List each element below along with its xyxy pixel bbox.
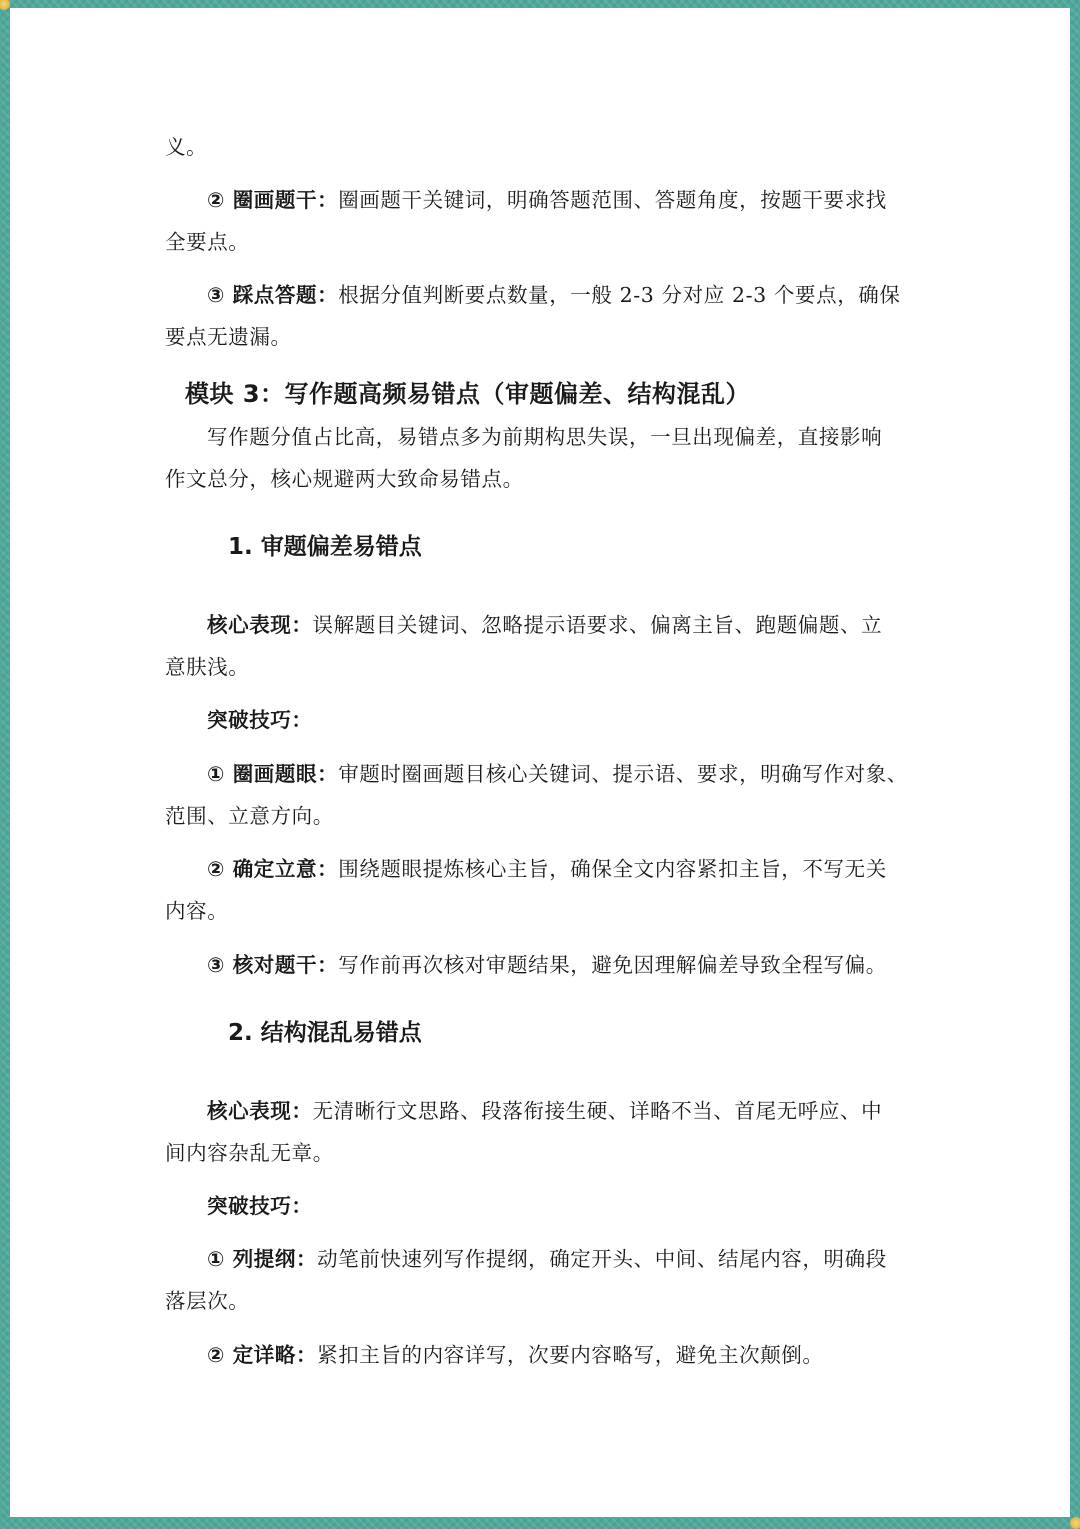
section1-core-text: 误解题目关键词、忽略提示语要求、偏离主旨、跑题偏题、立 <box>312 613 883 637</box>
step2-marker: ② 圈画题干： <box>207 188 339 212</box>
section1-core-line2: 意肤浅。 <box>165 655 250 679</box>
section1-tip2-line1 <box>165 848 925 890</box>
section1-tip1-marker: ① 圈画题眼： <box>207 762 339 786</box>
section1-tip2-marker: ② 确定立意： <box>207 857 339 881</box>
module3-intro-line2: 作文总分，核心规避两大致命易错点。 <box>165 467 524 491</box>
section2-core-label: 核心表现： <box>207 1099 313 1123</box>
section1-tip1-text: 审题时圈画题目核心关键词、提示语、要求，明确写作对象、 <box>338 762 908 786</box>
step2-line1 <box>165 179 925 221</box>
section1-heading: 1. 审题偏差易错点 <box>228 534 422 560</box>
step3-marker: ③ 踩点答题： <box>207 283 339 307</box>
section1-core-label: 核心表现： <box>207 613 313 637</box>
section1-tip2-text: 围绕题眼提炼核心主旨，确保全文内容紧扣主旨，不写无关 <box>338 857 887 881</box>
corner-ornament-bottom-right <box>1070 1517 1080 1529</box>
section2-tip1-marker: ① 列提纲： <box>207 1247 318 1271</box>
step3-line1 <box>165 274 925 316</box>
section1-tip2-line2: 内容。 <box>165 899 229 923</box>
section1-tips-label: 突破技巧： <box>207 708 313 732</box>
module3-intro-line1: 写作题分值占比高，易错点多为前期构思失误，一旦出现偏差，直接影响 <box>207 425 883 449</box>
section2-tip2-marker: ② 定详略： <box>207 1343 318 1367</box>
section1-tip3-line1 <box>165 944 925 986</box>
step3-text: 根据分值判断要点数量，一般 2-3 分对应 2-3 个要点，确保 <box>338 283 901 307</box>
step3-line2: 要点无遗漏。 <box>165 325 292 349</box>
section1-tip3-marker: ③ 核对题干： <box>207 953 339 977</box>
section1-tip1-line2: 范围、立意方向。 <box>165 804 334 828</box>
section2-tips-label: 突破技巧： <box>207 1194 313 1218</box>
document-page <box>10 8 1070 1517</box>
step2-line2: 全要点。 <box>165 230 250 254</box>
corner-ornament-top-left <box>0 0 10 10</box>
module3-heading: 模块 3：写作题高频易错点（审题偏差、结构混乱） <box>185 380 751 408</box>
section2-tip2-text: 紧扣主旨的内容详写，次要内容略写，避免主次颠倒。 <box>317 1343 824 1367</box>
section1-core-line1 <box>165 604 925 646</box>
section2-tip2-line1 <box>165 1334 925 1376</box>
section2-tip1-line2: 落层次。 <box>165 1289 250 1313</box>
section2-core-line2: 间内容杂乱无章。 <box>165 1141 334 1165</box>
section1-tip3-text: 写作前再次核对审题结果，避免因理解偏差导致全程写偏。 <box>338 953 887 977</box>
step2-text: 圈画题干关键词，明确答题范围、答题角度，按题干要求找 <box>338 188 887 212</box>
section2-core-line1 <box>165 1090 925 1132</box>
section2-tip1-text: 动笔前快速列写作提纲，确定开头、中间、结尾内容，明确段 <box>317 1247 887 1271</box>
section2-heading: 2. 结构混乱易错点 <box>228 1020 422 1046</box>
section2-core-text: 无清晰行文思路、段落衔接生硬、详略不当、首尾无呼应、中 <box>312 1099 883 1123</box>
section1-tip1-line1 <box>165 753 925 795</box>
section2-tip1-line1 <box>165 1238 925 1280</box>
carry-over-line: 义。 <box>165 135 208 159</box>
